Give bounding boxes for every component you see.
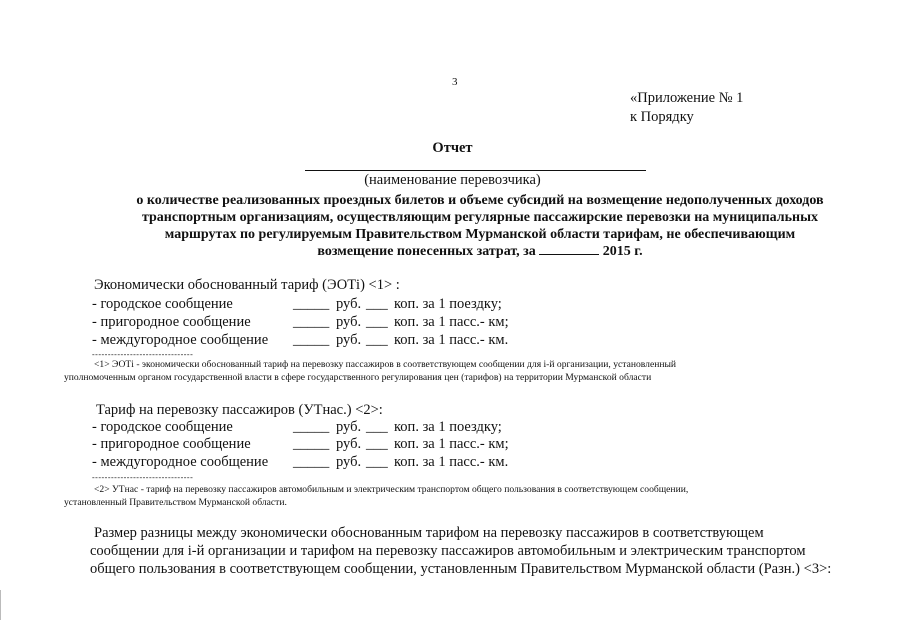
- subject-line-4: [100, 243, 860, 260]
- kop-blank: ___: [366, 332, 388, 348]
- difference-paragraph: [90, 524, 854, 578]
- rub-blank: _____: [293, 332, 330, 348]
- rub-blank: _____: [293, 419, 330, 435]
- footnote-2: [64, 483, 854, 509]
- subject-line-3: маршрутах по регулируемым Правительством Мурманской области тарифам, не обеспечивающим: [164, 227, 796, 242]
- kop-unit: коп. за 1 пасс.- км.: [394, 454, 509, 470]
- rub-unit: руб.: [336, 314, 362, 330]
- paragraph-line-1: Размер разницы между экономически обоснованным тарифом на перевозку пассажиров в соответствующем: [94, 525, 764, 541]
- kop-blank: ___: [366, 419, 388, 435]
- row-name: - междугородное сообщение: [92, 332, 269, 348]
- rub-unit: руб.: [336, 419, 362, 435]
- annex-line-1: «Приложение № 1: [630, 90, 744, 106]
- subject-line-4-end: 2015 г.: [602, 244, 643, 259]
- paragraph-line-2: сообщении для i-й организации и тарифом на перевозку пассажиров автомобильным и электрическим транспортом: [90, 543, 806, 559]
- footnote-1-line-1: <1> ЭОТi - экономически обоснованный тариф на перевозку пассажиров в соответствующем сообщении для i-й организации, установленный: [94, 359, 677, 370]
- subject-line-1: о количестве реализованных проездных билетов и объеме субсидий на возмещение недополученных доходов: [136, 193, 824, 208]
- section2-heading: Тариф на перевозку пассажиров (УТнас.) <2>:: [96, 402, 383, 418]
- period-blank: [539, 243, 599, 255]
- footnote-separator: --------------------------------: [92, 473, 194, 482]
- subject-line-4-start: возмещение понесенных затрат, за: [317, 244, 536, 259]
- row-name: - городское сообщение: [92, 296, 233, 312]
- carrier-name-line: [305, 170, 646, 171]
- footnote-separator: --------------------------------: [92, 350, 194, 359]
- rub-blank: _____: [293, 314, 330, 330]
- annex-line-2: к Порядку: [630, 109, 694, 125]
- rub-blank: _____: [293, 454, 330, 470]
- kop-blank: ___: [366, 314, 388, 330]
- kop-blank: ___: [366, 436, 388, 452]
- row-name: - городское сообщение: [92, 419, 233, 435]
- annex-reference: [630, 89, 743, 127]
- page-number: 3: [452, 76, 458, 88]
- kop-blank: ___: [366, 296, 388, 312]
- rub-unit: руб.: [336, 454, 362, 470]
- kop-unit: коп. за 1 пасс.- км;: [394, 314, 509, 330]
- section1-heading: Экономически обоснованный тариф (ЭОТi) <1> :: [94, 277, 400, 293]
- report-subject: [100, 192, 860, 260]
- row-name: - пригородное сообщение: [92, 314, 251, 330]
- rub-unit: руб.: [336, 332, 362, 348]
- footnote-1-line-2: уполномоченным органом государственной власти в сфере государственного регулирования цен (тарифов) на территории Мурманской области: [64, 372, 652, 383]
- footnote-2-line-1: <2> УТнас - тариф на перевозку пассажиров автомобильным и электрическим транспортом общего пользования в соответствующем сообщении,: [94, 484, 689, 495]
- kop-unit: коп. за 1 поездку;: [394, 419, 502, 435]
- rub-unit: руб.: [336, 296, 362, 312]
- carrier-caption: (наименование перевозчика): [364, 172, 541, 188]
- footnote-1: [64, 358, 854, 384]
- scan-edge-mark: [0, 590, 1, 620]
- kop-blank: ___: [366, 454, 388, 470]
- kop-unit: коп. за 1 пасс.- км.: [394, 332, 509, 348]
- subject-line-2: транспортным организациям, осуществляющим регулярные пассажирские перевозки на муниципальных: [141, 210, 819, 225]
- row-name: - пригородное сообщение: [92, 436, 251, 452]
- paragraph-line-3: общего пользования в соответствующем сообщении, установленным Правительством Мурманской области (Разн.) <3>:: [90, 561, 832, 577]
- kop-unit: коп. за 1 поездку;: [394, 296, 502, 312]
- footnote-2-line-2: установленный Правительством Мурманской области.: [64, 497, 287, 508]
- report-title: Отчет: [432, 140, 473, 156]
- rub-blank: _____: [293, 296, 330, 312]
- rub-unit: руб.: [336, 436, 362, 452]
- rub-blank: _____: [293, 436, 330, 452]
- row-name: - междугородное сообщение: [92, 454, 269, 470]
- kop-unit: коп. за 1 пасс.- км;: [394, 436, 509, 452]
